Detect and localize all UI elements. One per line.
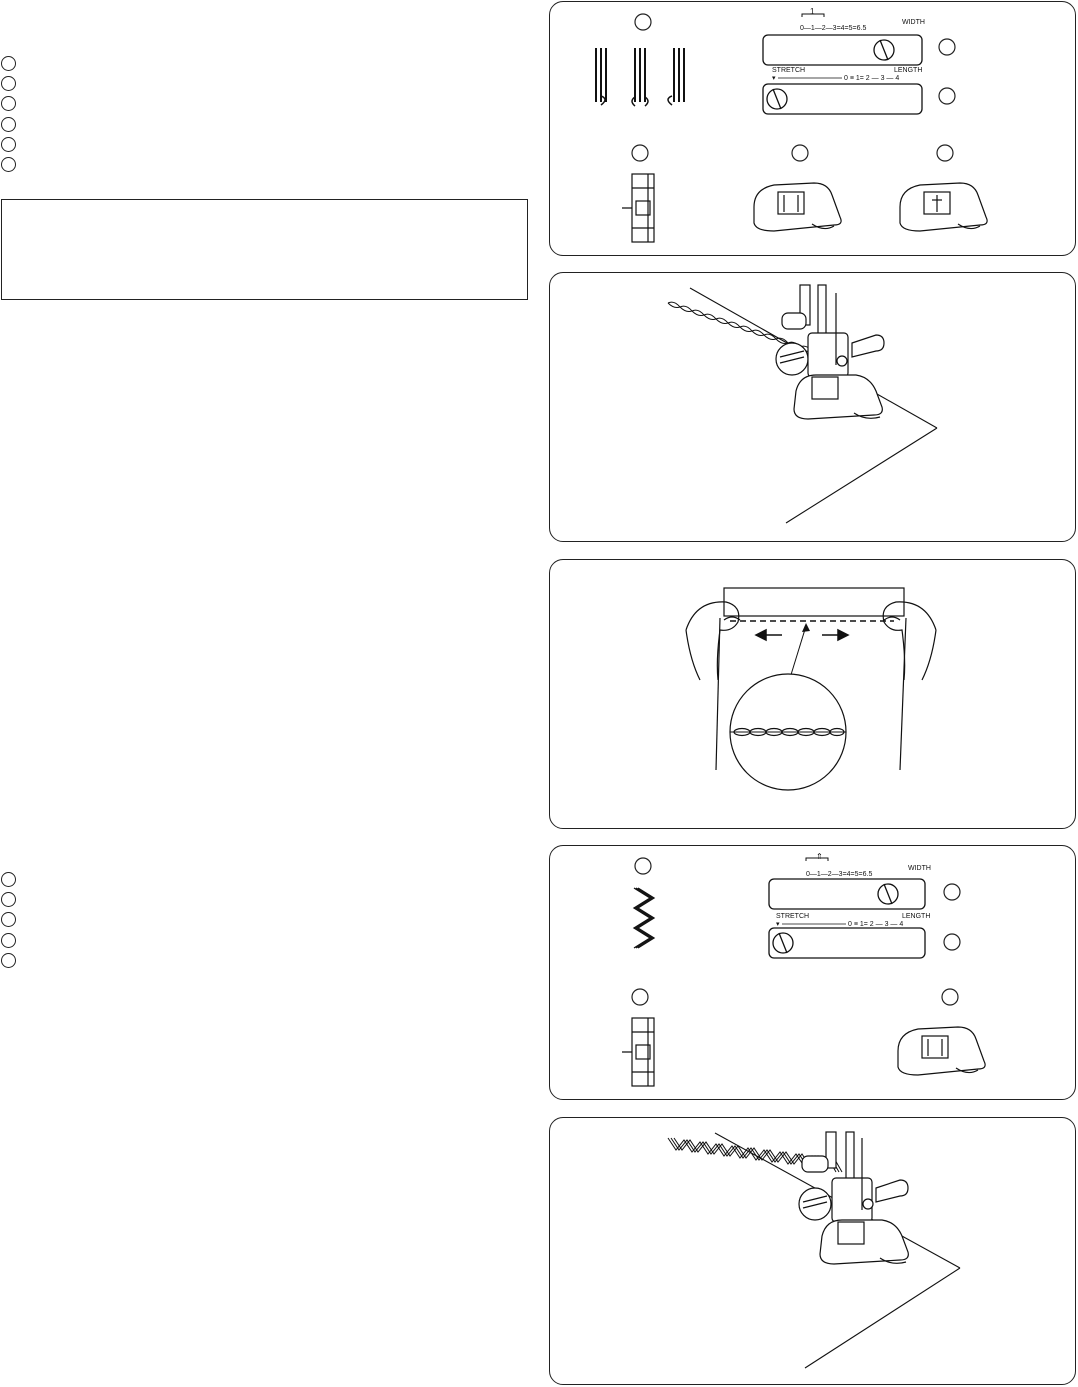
stretch-label: STRETCH	[776, 913, 810, 920]
presser-foot-icon	[900, 183, 987, 231]
width-scale: 0—1—2—3=4=5=6.5	[806, 871, 873, 878]
list-marker	[1, 76, 16, 91]
pattern-marker-icon	[635, 858, 651, 874]
presser-foot-icon	[799, 1132, 908, 1264]
list-marker	[1, 56, 16, 71]
feed-dog-icon	[622, 1018, 654, 1086]
list-marker	[1, 137, 16, 152]
width-marker-circle-icon	[939, 39, 955, 55]
presser-foot-icon	[776, 285, 884, 419]
list-marker	[1, 933, 16, 948]
width-dial	[763, 7, 955, 65]
svg-text:▾: ▾	[776, 921, 780, 928]
svg-text:⇑: ⇑	[816, 852, 823, 861]
feed-dog-icon	[622, 174, 654, 242]
parts-list-bottom	[1, 872, 16, 973]
width-dial	[769, 852, 960, 909]
length-marker-circle-icon	[939, 88, 955, 104]
arrow-right-icon	[822, 630, 848, 640]
length-dial	[763, 67, 955, 114]
zigzag-stitch-icon	[634, 888, 654, 948]
list-marker	[1, 912, 16, 927]
note-box	[1, 199, 528, 300]
list-marker	[1, 96, 16, 111]
pattern-marker-icon	[635, 14, 651, 30]
svg-text:▾: ▾	[772, 75, 776, 82]
settings-panel-zigzag	[549, 845, 1076, 1100]
list-marker	[1, 953, 16, 968]
presser-foot-icon	[898, 1027, 985, 1075]
parts-list-top	[1, 56, 16, 177]
presser-foot-icon	[754, 183, 841, 231]
list-marker	[1, 117, 16, 132]
width-marker: 1	[810, 7, 815, 16]
list-marker	[1, 872, 16, 887]
length-marker-circle-icon	[944, 934, 960, 950]
foot-marker-icon	[792, 145, 808, 161]
length-label: LENGTH	[902, 913, 931, 920]
feed-marker-icon	[632, 145, 648, 161]
width-marker-circle-icon	[944, 884, 960, 900]
width-label: WIDTH	[908, 865, 931, 872]
length-scale: 0 ≡ 1= 2 — 3 — 4	[844, 75, 900, 82]
list-marker	[1, 157, 16, 172]
length-dial	[769, 913, 960, 958]
stretch-test-illustration	[549, 559, 1076, 829]
settings-panel-straight	[549, 1, 1076, 256]
length-scale: 0 ≡ 1= 2 — 3 — 4	[848, 921, 904, 928]
length-label: LENGTH	[894, 67, 923, 74]
sewing-illustration-straight	[549, 272, 1076, 542]
width-scale: 0—1—2—3=4=5=6.5	[800, 25, 867, 32]
foot-marker-icon	[942, 989, 958, 1005]
arrow-left-icon	[756, 630, 782, 640]
foot-marker-icon	[937, 145, 953, 161]
sewing-illustration-zigzag	[549, 1117, 1076, 1385]
list-marker	[1, 892, 16, 907]
width-label: WIDTH	[902, 19, 925, 26]
feed-marker-icon	[632, 989, 648, 1005]
instructions-column	[0, 0, 535, 1387]
stretch-label: STRETCH	[772, 67, 806, 74]
stitch-pattern-icon	[596, 48, 684, 106]
